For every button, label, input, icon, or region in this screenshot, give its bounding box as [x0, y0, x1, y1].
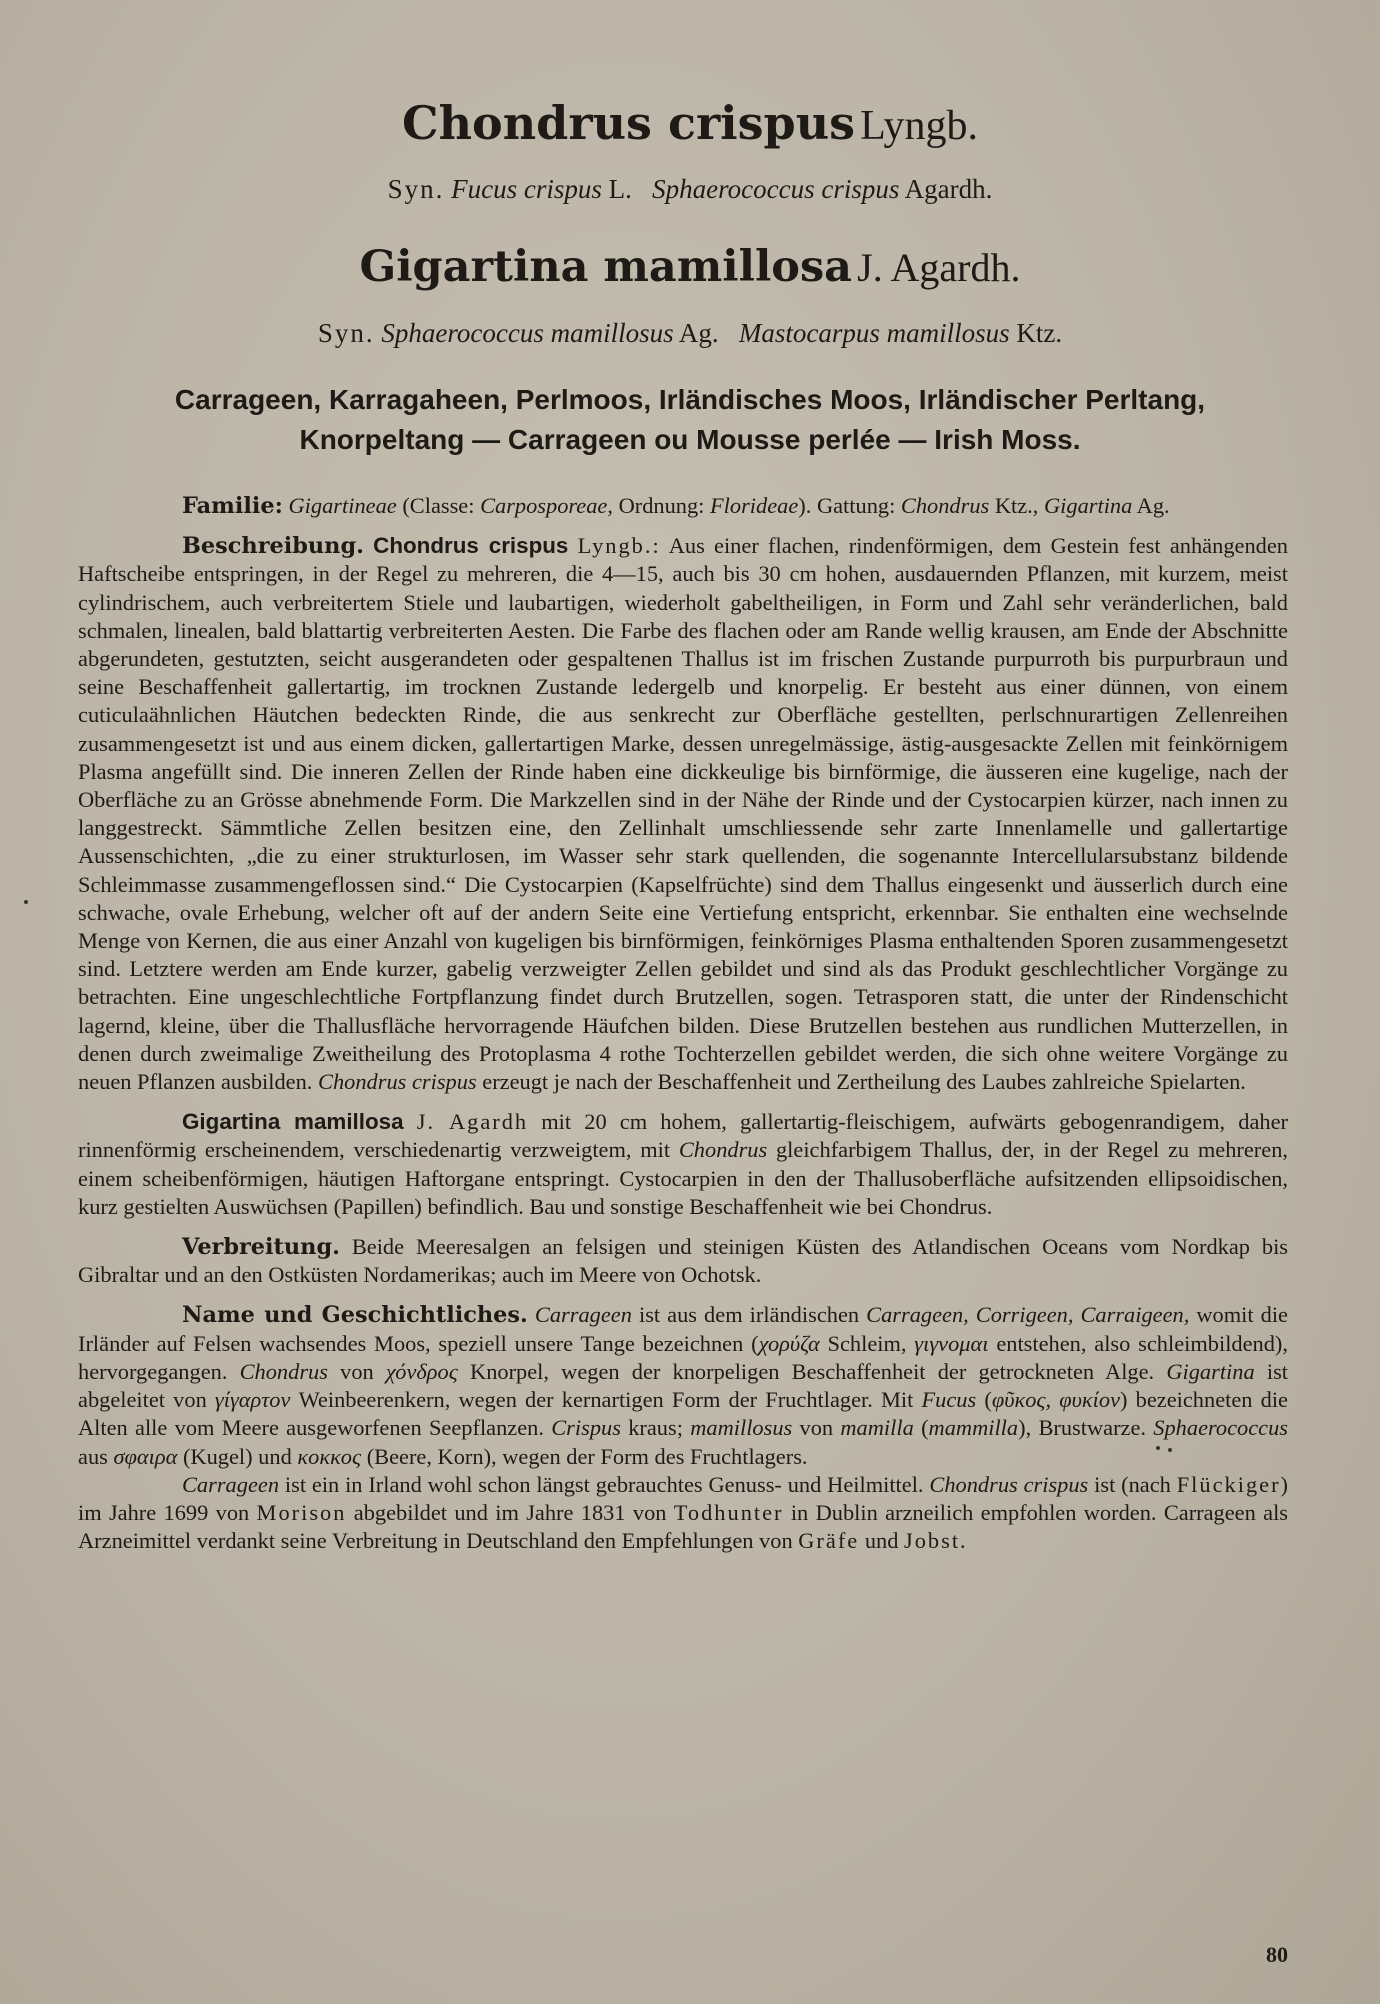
familie-t4: Ktz., — [989, 493, 1044, 518]
syn2-name1: Sphaerococcus mamillosus — [381, 318, 674, 348]
beschreibung-label: Beschreibung. — [182, 533, 364, 560]
name-names: Carrageen, Corrigeen, Carraigeen, — [866, 1302, 1190, 1328]
verbreitung-text: Beide Meeresalgen an felsigen und steinigen Küsten des Atlandischen Oceans vom Nordkap bis Gibraltar und an den Ostküsten Nordamerikas; auch im Meere von Ochotsk. — [78, 1234, 1288, 1288]
name-mamilla: mamilla — [840, 1415, 914, 1441]
common-names-line-1: Carrageen, Karragaheen, Perlmoos, Irländisches Moos, Irländischer Perltang, — [174, 384, 1206, 415]
familie-t3: ). Gattung: — [798, 493, 901, 518]
name-gigartina: Gigartina — [1166, 1358, 1255, 1384]
species-name-1: Chondrus crispus — [402, 96, 856, 150]
history-t4: abgebildet und im Jahre 1831 von — [346, 1499, 674, 1525]
name-t1: ist aus dem irländischen — [631, 1302, 867, 1328]
species-title-2 — [0, 242, 1380, 292]
name-greek-4: γίγαρτον — [214, 1387, 291, 1413]
name-mamillosus: mamillosus — [690, 1415, 793, 1441]
beschreibung-text-2: erzeugt je nach der Beschaffenheit und Zertheilung des Laubes zahlreiche Spielarten. — [476, 1069, 1246, 1095]
familie-t2: , Ordnung: — [607, 493, 710, 518]
beschreibung-text-1: Aus einer flachen, rindenförmigen, dem Gestein fest anhängenden Haftscheibe entspringen, in der Regel zu mehreren, die 4—15, auch bis 30 cm hohen, ausdauernden Pflanzen, mit kurzem, meist cylindrischem, auch verbreitertem Stiele und laubartigen, wiederholt gabeltheiligen, in Form und Zahl sehr veränderlichen, bald schmalen, linealen, bald blattartig verbreiterten Aesten. Die Farbe des flachen oder am Rande wellig krausen, am Ende der Abschnitte abgerundeten, gestutzten, seicht ausgerandeten oder gespaltenen Thallus ist im frischen Zustande purpurroth bis purpurbraun und seine Beschaffenheit gallertartig, im trocknen Zustande ledergelb und knorpelig. Er besteht aus einer dünnen, von einem cuticulaähnlichen Häutchen bedeckten Rinde, die aus senkrecht zur Oberfläche gestellten, perlschnurartigen Zellenreihen zusammengesetzt ist und aus einem dicken, gallertartigen Marke, dessen unregelmässige, ästig-ausgesackte Zellen mit feinkörnigem Plasma angefüllt sind. Die inneren Zellen der Rinde haben eine dickkeulige bis birnförmige, die äusseren eine kugelige, nach der Oberfläche zu an Grösse abnehmende Form. Die Markzellen sind in der Nähe der Rinde und der Cystocarpien kürzer, nach innen zu langgestreckt. Sämmtliche Zellen besitzen eine, den Zellinhalt umschliessende sehr zarte Innenlamelle und gallertartige Aussenschichten, „die zu einer strukturlosen, im Wasser sehr stark quellenden, die sogenannte Intercellularsubstanz bildende Schleimmasse zusammengeflossen sind.“ Die Cystocarpien (Kapselfrüchte) sind dem Thallus eingesenkt und äusserlich durch eine schwache, ovale Erhebung, welcher oft auf der andern Seite eine Vertiefung entspricht, erkennbar. Sie enthalten eine wechselnde Menge von Kernen, die aus einer Anzahl von kugeligen bis birnförmigen, feinkörniges Plasma enthaltenden Sporen zusammengesetzt sind. Letztere werden am Ende kurzer, gabelig verzweigter Zellen gebildet und sind als das Produkt geschlechtlicher Vorgänge zu betrachten. Eine ungeschlechtliche Fortpflanzung findet durch Brutzellen, sogen. Tetrasporen statt, die unter der Rindenschicht lagernd, kleine, über die Thallusfläche hervorragende Häufchen bilden. Diese Brutzellen bestehen aus rundlichen Mutterzellen, in denen durch zweimalige Zweitheilung des Protoplasma 4 rothe Tochterzellen gebildet werden, die sich ohne weitere Vorgänge zu neuen Pflanzen ausbilden. — [78, 533, 1288, 1095]
familie-t5: Ag. — [1132, 493, 1170, 518]
syn1-auth2: Agardh. — [904, 174, 993, 204]
name-greek-2: γιγνομαι — [914, 1330, 989, 1356]
species-title-1 — [0, 96, 1380, 150]
syn1-auth1: L. — [608, 174, 632, 204]
familie-genus-2: Gigartina — [1043, 493, 1133, 518]
history-t1: ist ein in Irland wohl schon längst gebrauchtes Genuss- und Heilmittel. — [279, 1471, 930, 1497]
familie-classe: Carposporeae — [480, 493, 608, 518]
name-greek-1: χορύζα — [758, 1330, 820, 1356]
name-crispus: Crispus — [551, 1415, 621, 1441]
synonym-line-1 — [0, 174, 1380, 205]
name-t8: Weinbeerenkern, wegen der kernartigen Form der Fruchtlager. Mit — [290, 1387, 922, 1413]
name-t7: ist abgeleitet von — [78, 1358, 1289, 1413]
syn2-auth1: Ag. — [678, 318, 719, 348]
species-author-2: J. Agardh. — [857, 245, 1021, 290]
common-names — [0, 380, 1380, 460]
beschreibung-subject: Chondrus crispus — [373, 533, 569, 559]
history-t3: ) im Jahre 1699 von — [78, 1471, 1289, 1525]
name-t17: (Beere, Korn), wegen der Form des Fruchtlagers. — [361, 1443, 808, 1469]
history-chondrus: Chondrus crispus — [929, 1471, 1089, 1497]
history-t5: in Dublin arzneilich empfohlen worden. Carrageen als Arzneimittel verdankt seine Verbreitung in Deutschland den Empfehlungen von — [78, 1499, 1289, 1554]
name-carrageen: Carrageen — [534, 1302, 632, 1328]
paragraph-name — [78, 1301, 1288, 1470]
name-greek-3: χόνδρος — [385, 1358, 458, 1384]
print-speck — [24, 900, 28, 904]
name-t14: ), Brustwarze. — [1018, 1415, 1154, 1441]
gigartina-author: J. Agardh — [416, 1109, 529, 1135]
familie-genus-1: Chondrus — [900, 493, 990, 518]
print-speck — [1168, 1448, 1172, 1452]
name-t4: entstehen, also schleimbildend), hervorgegangen. — [78, 1330, 1288, 1384]
beschreibung-author: Lyngb.: — [577, 533, 661, 559]
paragraph-beschreibung — [78, 532, 1288, 1096]
gigartina-subject: Gigartina mamillosa — [182, 1109, 404, 1135]
gigartina-text-2: gleichfarbigem Thallus, der, in der Regel zu mehreren, einem scheibenförmigen, häutigen Haftorgane entspringt. Cystocarpien in den der Thallusoberfläche aufsitzenden ellipsoidischen, kurz gestielten Auswüchsen (Papillen) befindlich. Bau und sonstige Beschaffenheit wie bei Chondrus. — [78, 1137, 1288, 1219]
print-speck — [1156, 1446, 1160, 1450]
history-carrageen: Carrageen — [182, 1471, 280, 1497]
name-t5: von — [327, 1358, 386, 1384]
name-t11: kraus; — [620, 1415, 691, 1441]
name-t2: womit die Irländer auf Felsen wachsendes Moos, speziell unsere Tange bezeichnen ( — [78, 1302, 1288, 1356]
synonym-line-2 — [0, 318, 1380, 349]
gigartina-text-1: mit 20 cm hohem, gallertartig-fleischigem, aufwärts gebogenrandigem, daher rinnenförmig erscheinendem, verschiedenartig verzweigtem, mit — [78, 1109, 1288, 1163]
history-t7: . — [960, 1528, 966, 1554]
history-t2: ist (nach — [1088, 1471, 1177, 1497]
body-text — [78, 492, 1288, 1555]
syn2-auth2: Ktz. — [1016, 318, 1063, 348]
history-t6: und — [859, 1528, 904, 1554]
name-sphaerococcus: Sphaerococcus — [1153, 1415, 1288, 1441]
name-t9: ( — [976, 1387, 992, 1413]
common-names-line-2: Knorpeltang — Carrageen ou Mousse perlée — Irish Moss. — [299, 424, 1081, 455]
familie-label: Familie: — [182, 493, 283, 519]
history-morison: Morison — [256, 1499, 347, 1525]
page-number: 80 — [1266, 1942, 1288, 1967]
name-greek-5: φῦκος, φυκίον — [991, 1387, 1121, 1413]
syn1-name1: Fucus crispus — [451, 174, 602, 204]
name-t6: Knorpel, wegen der knorpeligen Beschaffenheit der getrockneten Alge. — [457, 1358, 1167, 1384]
name-t3: Schleim, — [819, 1330, 915, 1356]
familie-t1: (Classe: — [396, 493, 481, 518]
name-t13: ( — [913, 1415, 929, 1441]
species-author-1: Lyngb. — [860, 103, 978, 149]
name-greek-6: σφαιρα — [113, 1443, 178, 1469]
paragraph-history — [78, 1471, 1288, 1556]
syn-prefix-2: Syn. — [317, 318, 375, 348]
paragraph-familie — [78, 492, 1288, 520]
verbreitung-label: Verbreitung. — [182, 1234, 340, 1261]
name-t15: aus — [78, 1443, 114, 1469]
paragraph-gigartina — [78, 1108, 1288, 1221]
name-t10: ) bezeichneten die Alten alle vom Meere ausgeworfenen Seepflanzen. — [78, 1387, 1288, 1441]
name-greek-7: κοκκος — [297, 1443, 362, 1469]
history-jobst: Jobst — [904, 1528, 961, 1554]
familie-family: Gigartineae — [288, 493, 397, 518]
name-t12: von — [792, 1415, 841, 1441]
name-t16: (Kugel) und — [177, 1443, 298, 1469]
syn2-name2: Mastocarpus mamillosus — [738, 318, 1010, 348]
name-chondrus: Chondrus — [239, 1358, 328, 1384]
species-name-2: Gigartina mamillosa — [359, 242, 853, 292]
syn1-name2: Sphaerococcus crispus — [652, 174, 900, 204]
history-todhunter: Todhunter — [673, 1499, 784, 1525]
name-label: Name und Geschichtliches. — [182, 1302, 528, 1329]
syn-prefix-1: Syn. — [387, 174, 445, 204]
history-flueckiger: Flückiger — [1176, 1471, 1281, 1497]
paragraph-verbreitung — [78, 1233, 1288, 1289]
name-mammilla: mammilla — [928, 1415, 1019, 1441]
familie-ordnung: Florideae — [710, 493, 799, 518]
beschreibung-chondrus: Chondrus crispus — [318, 1069, 477, 1095]
gigartina-chondrus: Chondrus — [678, 1137, 768, 1163]
name-fucus: Fucus — [921, 1387, 977, 1413]
history-graefe: Gräfe — [798, 1528, 860, 1554]
